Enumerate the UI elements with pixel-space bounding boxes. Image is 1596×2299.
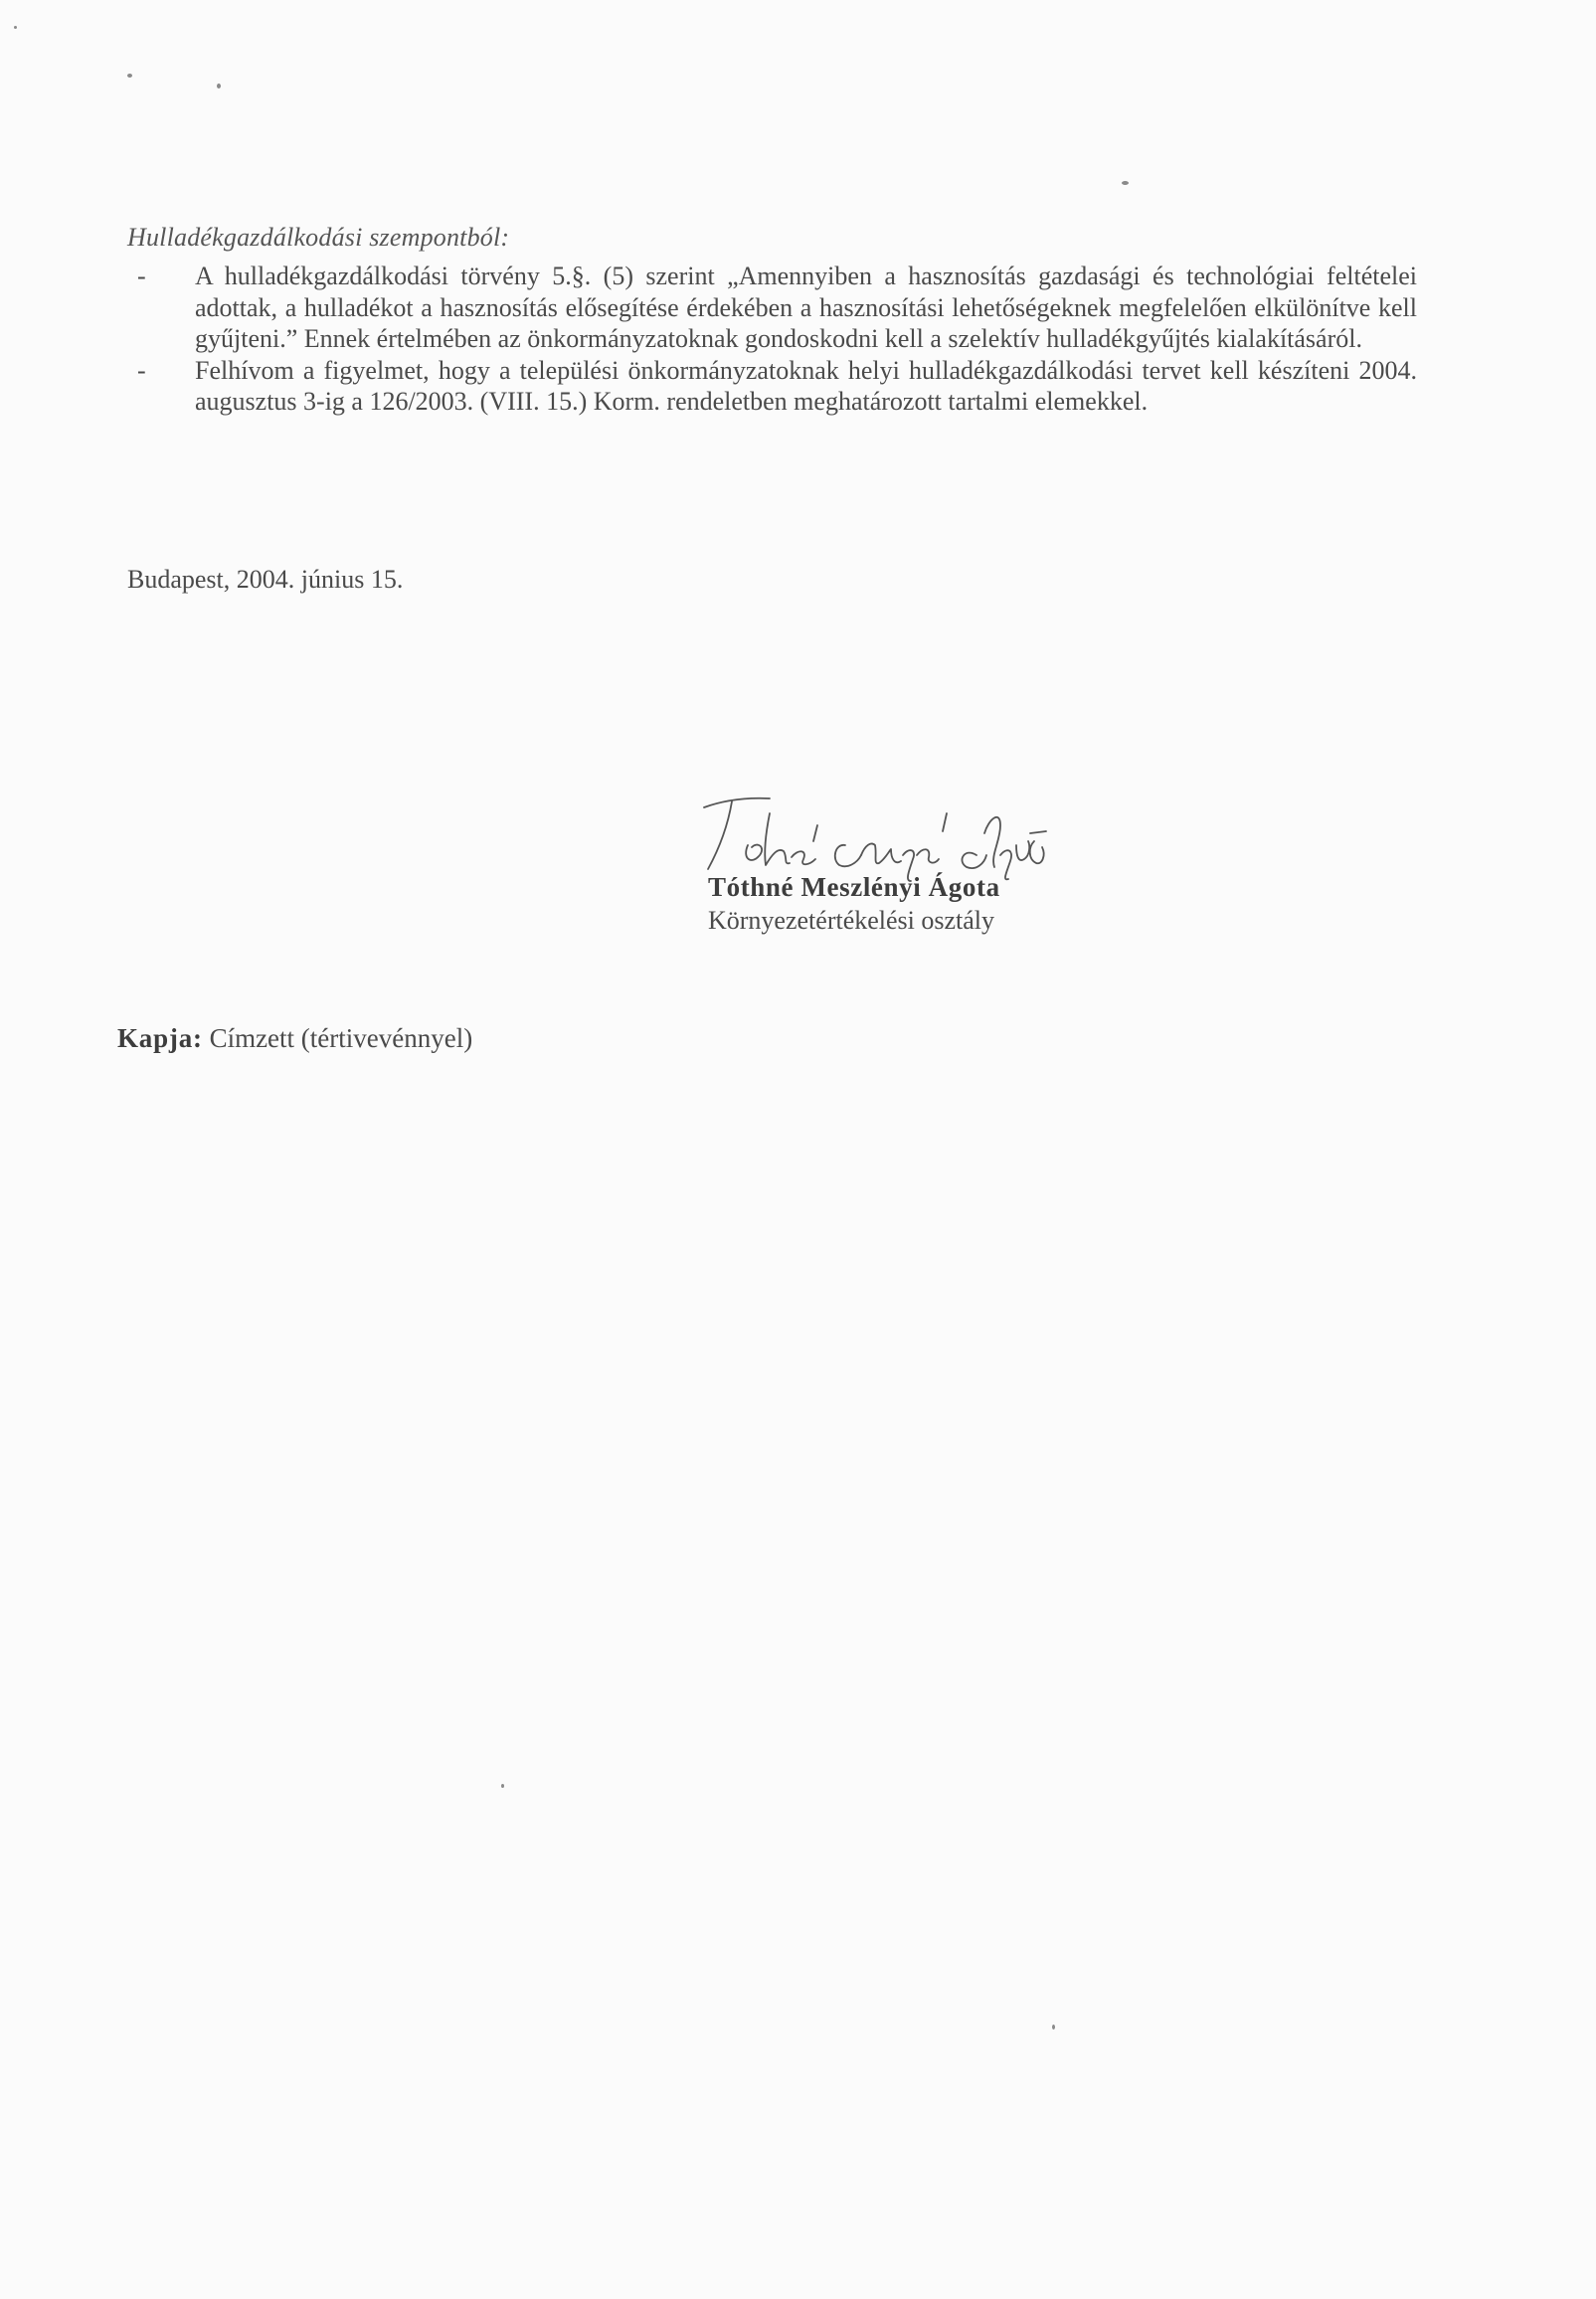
scan-speck <box>501 1784 504 1788</box>
scan-speck <box>1052 2025 1055 2030</box>
handwritten-signature <box>686 786 1203 885</box>
list-item <box>127 355 1417 418</box>
list-item <box>127 261 1417 355</box>
scan-speck <box>1122 181 1129 185</box>
date-line: Budapest, 2004. június 15. <box>127 565 404 594</box>
bullet-dash: - <box>137 262 146 290</box>
signer-name: Tóthné Meszlényi Ágota <box>708 872 1000 902</box>
section-heading: Hulladékgazdálkodási szempontból: <box>127 223 510 252</box>
scan-speck <box>127 74 132 78</box>
bullet-list <box>127 261 1417 418</box>
bullet-dash: - <box>137 355 146 385</box>
recipient-label: Kapja: <box>117 1023 203 1053</box>
list-item-text: A hulladékgazdálkodási törvény 5.§. (5) szerint „Amennyiben a hasznosítás gazdasági és technológiai feltételei adottak, a hulladékot a hasznosítás elősegítése érdekében a hasznosítási lehetőségeknek megfelelően elkülönítve kell gyűjteni.” Ennek értelmében az önkormányzatoknak gondoskodni kell a szelektív hulladékgyűjtés kialakításáról. <box>195 262 1417 353</box>
signer-department: Környezetértékelési osztály <box>708 906 995 935</box>
list-item-text: Felhívom a figyelmet, hogy a települési önkormányzatoknak helyi hulladékgazdálkodási tervet kell készíteni 2004. augusztus 3-ig a 126/2003. (VIII. 15.) Korm. rendeletben meghatározott tartalmi elemekkel. <box>195 355 1417 416</box>
signature-block <box>686 786 1203 955</box>
recipient-line <box>117 1022 472 1054</box>
scan-speck <box>217 84 221 88</box>
scan-speck <box>14 26 17 29</box>
recipient-value: Címzett (tértivevénnyel) <box>209 1023 473 1053</box>
